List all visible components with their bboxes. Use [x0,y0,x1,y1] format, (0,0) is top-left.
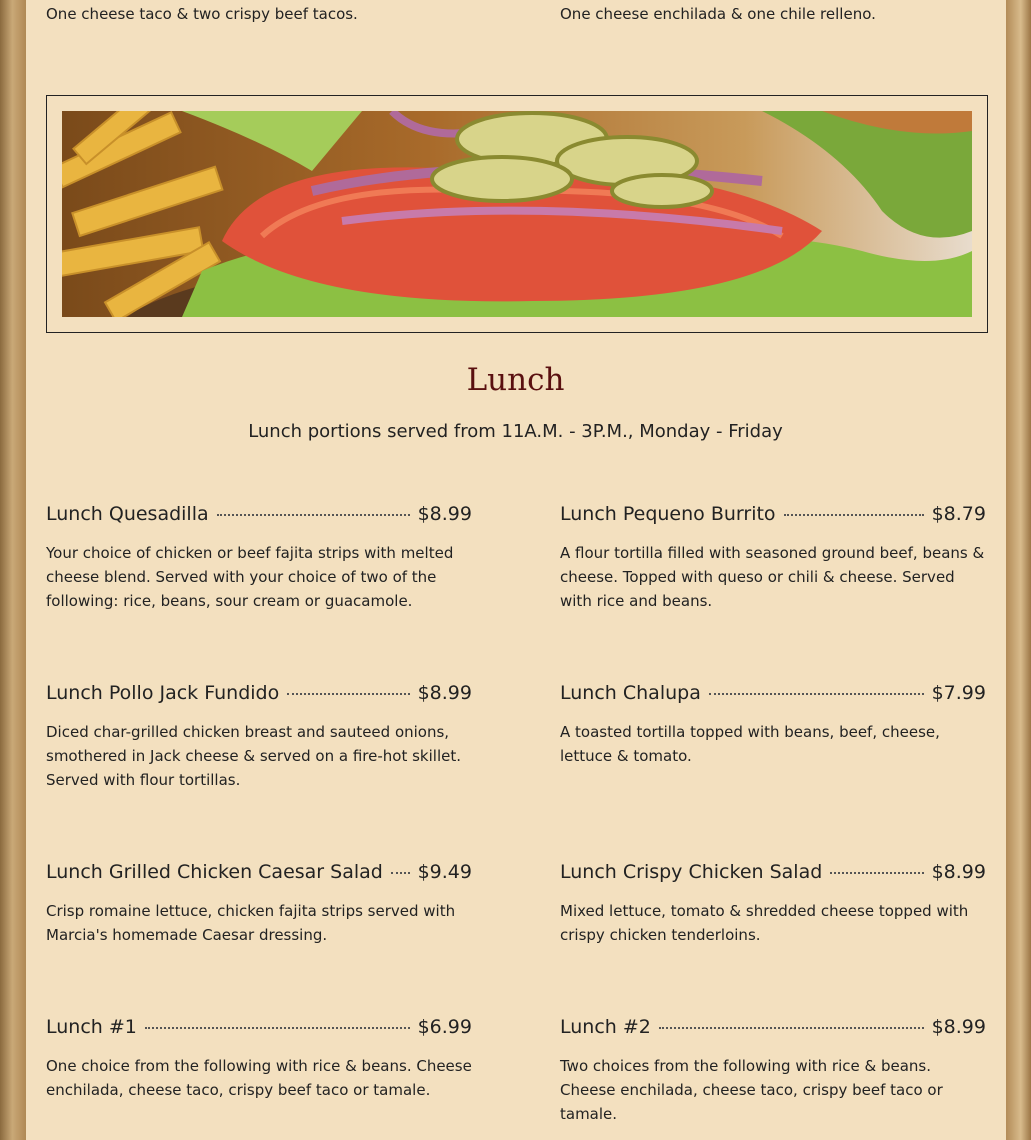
item-price: $7.99 [931,682,986,704]
item-name: Lunch Grilled Chicken Caesar Salad [46,861,383,883]
menu-item [46,861,472,947]
item-name: Lunch Pequeno Burrito [560,503,776,525]
item-name: Lunch Quesadilla [46,503,209,525]
item-name: Lunch #1 [46,1016,137,1038]
section-title-lunch: Lunch [466,362,565,398]
item-price: $9.49 [417,861,472,883]
leader-dots [830,872,923,874]
previous-item-description: One cheese enchilada & one chile relleno. [560,5,876,23]
menu-item [560,682,986,768]
leader-dots [659,1027,924,1029]
item-description: A toasted tortilla topped with beans, beef, cheese, lettuce & tomato. [560,723,940,765]
menu-item [560,503,986,613]
item-price: $8.99 [931,861,986,883]
leader-dots [287,693,409,695]
leader-dots [784,514,924,516]
item-name: Lunch Chalupa [560,682,701,704]
previous-item-description: One cheese taco & two crispy beef tacos. [46,5,358,23]
menu-item [46,682,472,792]
item-description: Your choice of chicken or beef fajita strips with melted cheese blend. Served with your choice of two of the following: rice, beans, sour cream or guacamole. [46,544,454,610]
item-description: Mixed lettuce, tomato & shredded cheese topped with crispy chicken tenderloins. [560,902,969,944]
menu-item [46,503,472,613]
item-price: $6.99 [417,1016,472,1038]
item-price: $8.99 [417,503,472,525]
item-description: Crisp romaine lettuce, chicken fajita strips served with Marcia's homemade Caesar dressing. [46,902,456,944]
leader-dots [391,872,410,874]
item-price: $8.79 [931,503,986,525]
food-photo-frame [46,95,988,333]
item-name: Lunch #2 [560,1016,651,1038]
leader-dots [145,1027,410,1029]
item-price: $8.99 [931,1016,986,1038]
menu-item [46,1016,472,1102]
item-description: One choice from the following with rice & beans. Cheese enchilada, cheese taco, crispy beef taco or tamale. [46,1057,472,1099]
leader-dots [709,693,924,695]
burger-fries-photo [62,111,972,317]
item-name: Lunch Pollo Jack Fundido [46,682,280,704]
item-description: A flour tortilla filled with seasoned ground beef, beans & cheese. Topped with queso or chili & cheese. Served with rice and beans. [560,544,985,610]
menu-item [560,1016,986,1126]
item-description: Diced char-grilled chicken breast and sauteed onions, smothered in Jack cheese & served on a fire-hot skillet. Served with flour tortillas. [46,723,461,789]
menu-item [560,861,986,947]
lunch-hours-subtitle: Lunch portions served from 11A.M. - 3P.M., Monday - Friday [248,421,783,442]
leader-dots [217,514,410,516]
item-name: Lunch Crispy Chicken Salad [560,861,823,883]
item-price: $8.99 [417,682,472,704]
item-description: Two choices from the following with rice & beans. Cheese enchilada, cheese taco, crispy beef taco or tamale. [560,1057,943,1123]
